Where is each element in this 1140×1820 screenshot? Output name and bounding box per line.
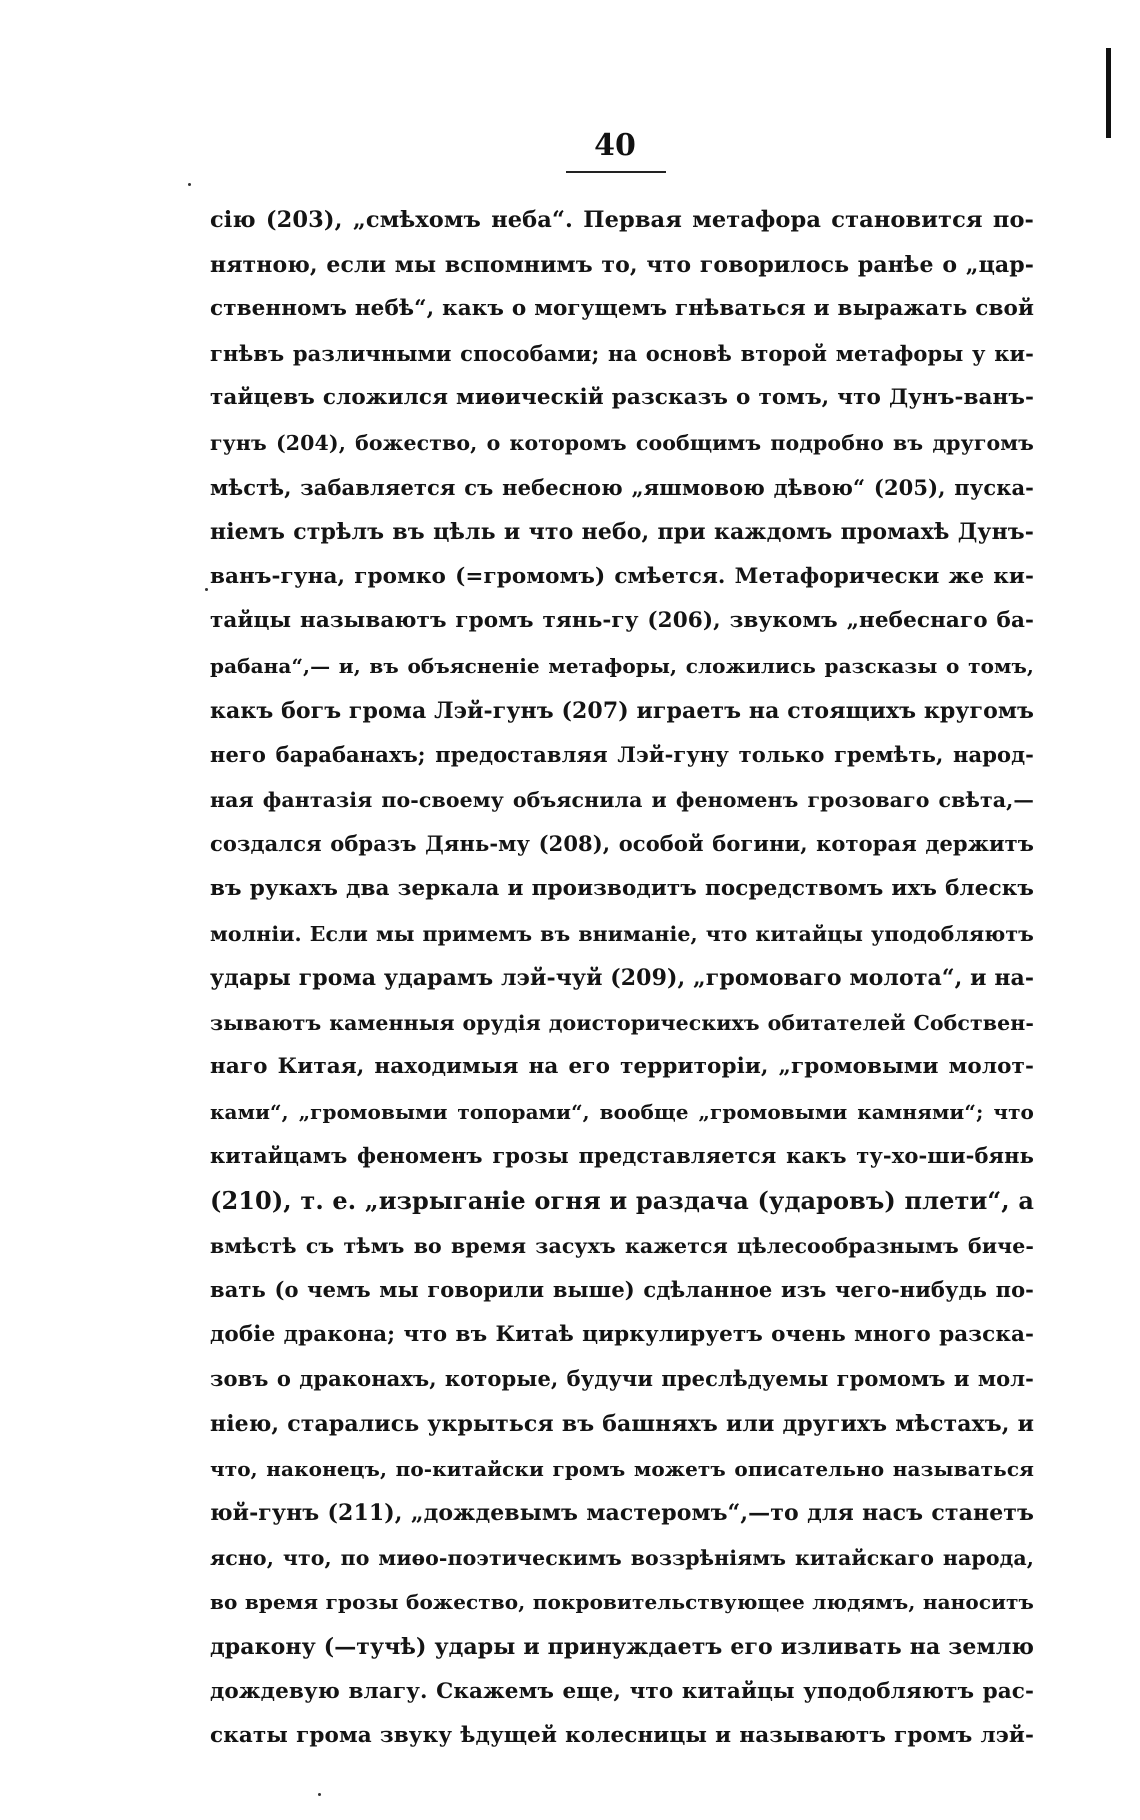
text-line: дождевую влагу. Скажемъ еще, что китайцы уподобляютъ рас- (210, 1678, 1034, 1704)
text-line: вать (о чемъ мы говорили выше) сдѣланное изъ чего-нибудь по- (210, 1277, 1034, 1303)
text-line: гунъ (204), божество, о которомъ сообщимъ подробно въ другомъ (210, 430, 1034, 455)
body-text (210, 198, 1034, 1759)
text-line: удары грома ударамъ лэй-чуй (209), „громоваго молота“, и на- (210, 965, 1035, 992)
text-line: скаты грома звуку ѣдущей колесницы и называютъ громъ лэй- (210, 1723, 1034, 1749)
text-line: создался образъ Дянь-му (208), особой богини, которая держитъ (210, 831, 1034, 857)
ink-speck (188, 183, 191, 186)
text-line: рабана“,— и, въ объясненіе метафоры, сложились разсказы о томъ, (210, 653, 1034, 678)
text-line: нятною, если мы вспомнимъ то, что говорилось ранѣе о „цар- (210, 251, 1034, 278)
text-line: ясно, что, по миѳо-поэтическимъ воззрѣніямъ китайскаго народа, (210, 1545, 1034, 1570)
text-line: дракону (—тучѣ) удары и принуждаетъ его изливать на землю (210, 1634, 1034, 1660)
text-line: наго Китая, находимыя на его территоріи, „громовыми молот- (210, 1054, 1034, 1080)
page-number-rule (566, 171, 666, 173)
text-line: китайцамъ феноменъ грозы представляется какъ ту-хо-ши-бянь (210, 1143, 1034, 1169)
text-line: вмѣстѣ съ тѣмъ во время засухъ кажется цѣлесообразнымъ биче- (210, 1233, 1034, 1258)
text-line: (210), т. е. „изрыганіе огня и раздача (ударовъ) плети“, а (210, 1186, 1034, 1216)
text-line: мѣстѣ, забавляется съ небесною „яшмовою дѣвою“ (205), пуска- (210, 474, 1034, 500)
text-line: въ рукахъ два зеркала и производитъ посредствомъ ихъ блескъ (210, 875, 1034, 901)
ink-speck (205, 588, 208, 591)
text-line: зовъ о драконахъ, которые, будучи преслѣдуемы громомъ и мол- (210, 1366, 1034, 1392)
text-line: сію (203), „смѣхомъ неба“. Первая метафора становится по- (210, 207, 1034, 233)
text-line: добіе дракона; что въ Китаѣ циркулируетъ очень много разска- (210, 1321, 1034, 1347)
text-line: тайцевъ сложился миѳическій разсказъ о томъ, что Дунъ-ванъ- (210, 385, 1034, 411)
page-edge-mark (1106, 48, 1111, 138)
text-line: него барабанахъ; предоставляя Лэй-гуну только гремѣть, народ- (210, 742, 1034, 768)
text-line: гнѣвъ различными способами; на основѣ второй метафоры у ки- (210, 340, 1034, 366)
text-line: что, наконецъ, по-китайски громъ можетъ описательно называться (210, 1456, 1034, 1481)
text-line: ственномъ небѣ“, какъ о могущемъ гнѣваться и выражать свой (210, 296, 1034, 322)
text-line: тайцы называютъ громъ тянь-гу (206), звукомъ „небеснаго ба- (210, 608, 1034, 634)
text-line: ніемъ стрѣлъ въ цѣль и что небо, при каждомъ промахѣ Дунъ- (210, 519, 1034, 546)
ink-speck (318, 1793, 321, 1796)
text-line: ванъ-гуна, громко (=громомъ) смѣется. Метафорически же ки- (210, 563, 1034, 589)
text-line: какъ богъ грома Лэй-гунъ (207) играетъ на стоящихъ кругомъ (210, 697, 1035, 724)
text-line: ніею, старались укрыться въ башняхъ или другихъ мѣстахъ, и (210, 1411, 1034, 1438)
text-line: зываютъ каменныя орудія доисторическихъ обитателей Собствен- (210, 1010, 1034, 1035)
text-line: ками“, „громовыми топорами“, вообще „громовыми камнями“; что (210, 1099, 1034, 1124)
text-line: во время грозы божество, покровительствующее людямъ, наноситъ (210, 1590, 1034, 1615)
text-line: молніи. Если мы примемъ въ вниманіе, что китайцы уподобляютъ (210, 921, 1034, 946)
text-line: ная фантазія по-своему объяснила и феноменъ грозоваго свѣта,— (210, 787, 1034, 812)
text-line: юй-гунъ (211), „дождевымъ мастеромъ“,—то для насъ станетъ (210, 1500, 1034, 1527)
page-number: 40 (594, 128, 636, 163)
